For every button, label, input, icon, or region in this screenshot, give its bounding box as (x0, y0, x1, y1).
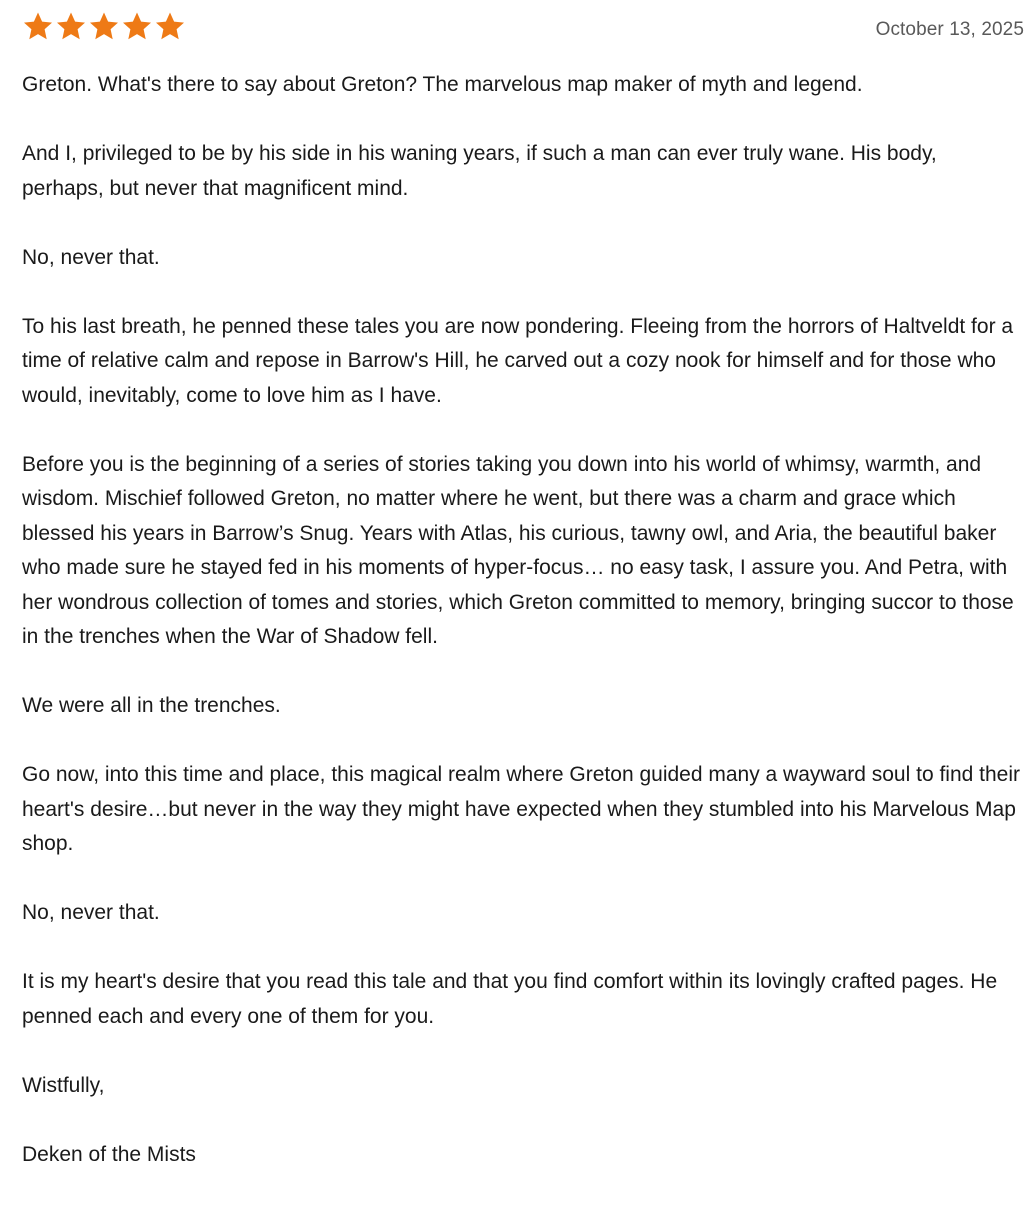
review-paragraph: No, never that. (22, 901, 160, 924)
review-body (22, 68, 1024, 1172)
review-paragraph: To his last breath, he penned these tales you are now pondering. Fleeing from the horrors of Haltveldt for a time of relative calm and repose in Barrow's Hill, he carved out a cozy nook for himself and for those who would, inevitably, come to love him as I have. (22, 314, 1014, 407)
review-paragraph: It is my heart's desire that you read this tale and that you find comfort within its lovingly crafted pages. He penned each and every one of them for you. (22, 970, 998, 1028)
star-icon (22, 11, 54, 41)
review-paragraph: No, never that. (22, 245, 160, 269)
review-paragraph: And I, privileged to be by his side in his waning years, if such a man can ever truly wane. His body, perhaps, but never that magnificent mind. (22, 142, 937, 200)
review-date: October 13, 2025 (875, 19, 1024, 40)
review-paragraph: We were all in the trenches. (22, 694, 281, 717)
star-icon (154, 11, 186, 41)
review (22, 0, 1024, 1207)
review-paragraph: Wistfully, (22, 1073, 105, 1097)
review-header (22, 0, 1024, 58)
star-rating (22, 11, 186, 41)
star-icon (121, 11, 153, 41)
review-paragraph: Greton. What's there to say about Greton? The marvelous map maker of myth and legend. (22, 73, 863, 96)
star-icon (88, 11, 120, 41)
review-paragraph: Deken of the Mists (22, 1142, 196, 1166)
review-paragraph: Go now, into this time and place, this magical realm where Greton guided many a wayward soul to find their heart's desire…but never in the way they might have expected when they stumbled into his Marvelous Map shop. (22, 763, 1021, 855)
review-paragraph: Before you is the beginning of a series of stories taking you down into his world of whimsy, warmth, and wisdom. Mischief followed Greton, no matter where he went, but there was a charm and grace which blessed his years in Barrow’s Snug. Years with Atlas, his curious, tawny owl, and Aria, the beautiful baker who made sure he stayed fed in his moments of hyper-focus… no easy task, I assure you. And Petra, with her wondrous collection of tomes and stories, which Greton committed to memory, bringing succor to those in the trenches when the War of Shadow fell. (22, 452, 1014, 648)
star-icon (55, 11, 87, 41)
